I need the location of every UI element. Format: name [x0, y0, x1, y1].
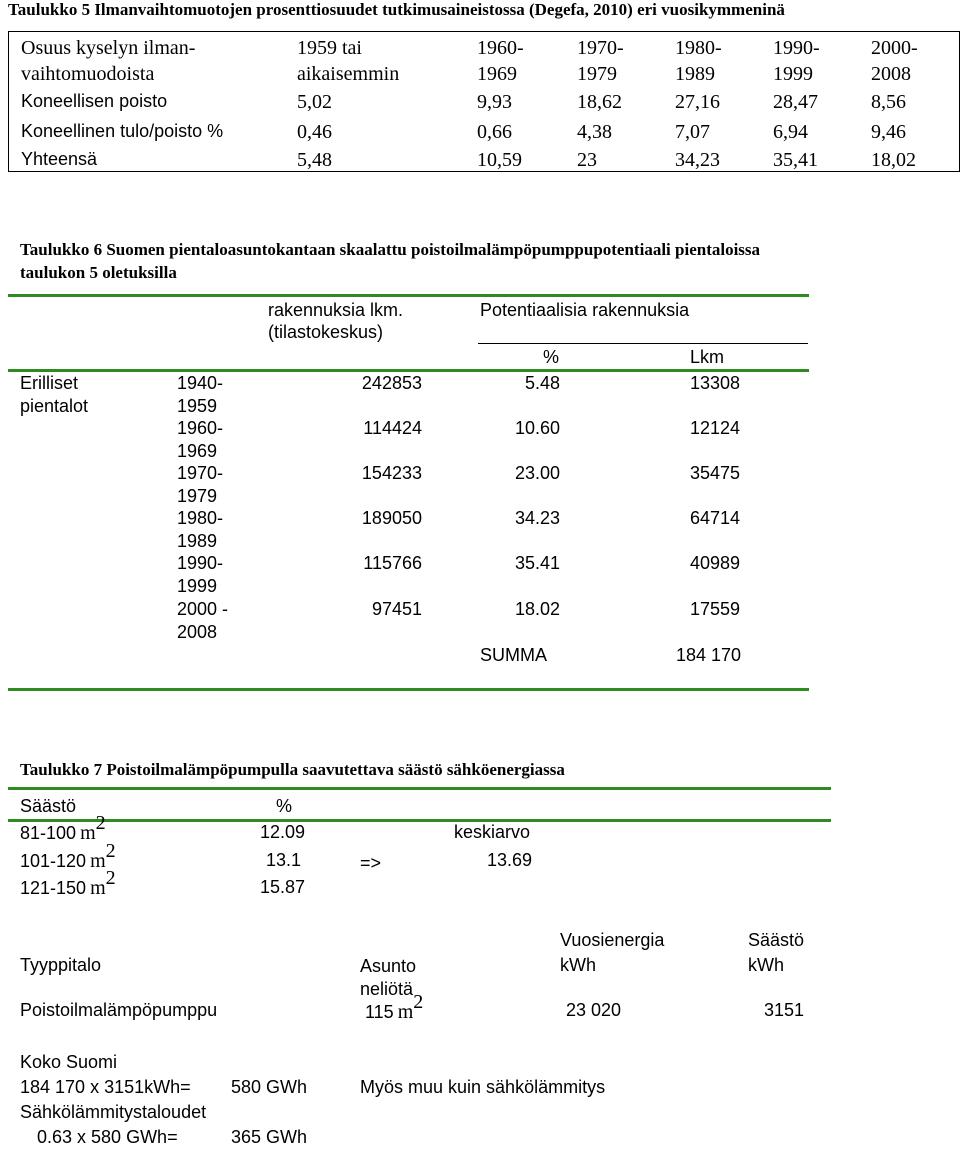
table6-header-rule: [8, 369, 809, 372]
table6-row1-pct: 5.48: [524, 373, 560, 393]
table6-sum-value: 184 170: [676, 645, 742, 665]
table7-row3-range-cell: [20, 867, 116, 900]
table5-col2-line1: 1960-: [477, 37, 524, 59]
calc-note: Myös muu kuin sähkölämmitys: [360, 1077, 606, 1097]
table6-row3-buildings: 154233: [361, 463, 422, 483]
table7-row3-unit: m: [90, 877, 106, 899]
table5: [8, 31, 960, 172]
table6-row4-period-line2: 1989: [177, 531, 218, 551]
table7-row2-range: 101-120: [20, 851, 87, 871]
calc-apartment-line2: neliötä: [360, 979, 414, 999]
table7-row2-range-cell: [20, 840, 116, 873]
table5-row1-value5: 28,47: [773, 91, 818, 113]
squared-sup: 2: [95, 812, 106, 834]
table6-sub-rule: [478, 343, 808, 344]
table6-sum-label: SUMMA: [480, 645, 547, 665]
calc-apartment-line1: Asunto: [360, 956, 417, 976]
calc-energy-value: 23 020: [566, 1000, 622, 1020]
table5-title: Taulukko 5 Ilmanvaihtomuotojen prosenttiosuudet tutkimusaineistossa (Degefa, 2010) eri vuosikymmeninä: [8, 0, 785, 19]
table6-col-buildings-line1: rakennuksia lkm.: [268, 300, 404, 320]
table7-title: Taulukko 7 Poistoilmalämpöpumpulla saavutettava säästö sähköenergiassa: [20, 760, 565, 779]
calc-annual-energy-line2: kWh: [560, 955, 596, 975]
table6-row5-period-line1: 1990-: [177, 553, 224, 573]
table5-col4-line1: 1980-: [675, 37, 722, 59]
table7-row1-range-cell: [20, 812, 106, 845]
table6-group-line1: Erilliset: [20, 373, 79, 393]
table7-header-rule: [8, 819, 831, 822]
table5-row3-value2: 10,59: [477, 149, 522, 171]
table6-row5-buildings: 115766: [363, 553, 422, 573]
table6-row2-pct: 10.60: [514, 418, 560, 438]
table6-col-lkm: Lkm: [690, 347, 725, 367]
calc-area-unit: m: [397, 1001, 414, 1023]
table6-row5-period-line2: 1999: [177, 576, 218, 596]
calc-result1: 580 GWh: [231, 1077, 308, 1097]
table5-row1-value2: 9,93: [477, 91, 512, 113]
table5-row2-value6: 9,46: [871, 121, 906, 143]
table5-col1-line2: aikaisemmin: [297, 63, 400, 85]
calc-formula1: 184 170 x 3151kWh=: [20, 1077, 191, 1097]
calc-saving-value: 3151: [764, 1000, 805, 1020]
table6-row5-pct: 35.41: [514, 553, 560, 573]
calc-formula2: 0.63 x 580 GWh=: [37, 1127, 178, 1147]
table5-col5-line1: 1990-: [773, 37, 820, 59]
table5-col1-line1: 1959 tai: [297, 37, 362, 59]
squared-sup: 2: [413, 991, 424, 1013]
table6-top-rule: [8, 294, 809, 297]
table5-col2-line2: 1969: [477, 63, 517, 85]
table7-avg-label: keskiarvo: [454, 822, 531, 842]
table6-row3-period-line1: 1970-: [177, 463, 224, 483]
table6-row3-pct: 23.00: [514, 463, 560, 483]
table5-header-label-line2: vaihtomuodoista: [21, 63, 155, 85]
table6-title-line1: Taulukko 6 Suomen pientaloasuntokantaan skaalattu poistoilmalämpöpumppupotentiaali pientaloissa: [20, 240, 761, 259]
table7-row3-range: 121-150: [20, 878, 87, 898]
table7-top-rule: [8, 787, 831, 790]
calc-annual-energy-line1: Vuosienergia: [560, 930, 665, 950]
table6-row2-period-line2: 1969: [177, 441, 218, 461]
calc-saving-line2: kWh: [748, 955, 784, 975]
table7-avg-value: 13.69: [487, 850, 533, 870]
table5-row2-label: Koneellinen tulo/poisto %: [21, 121, 224, 141]
calc-electric-homes: Sähkölämmitystaloudet: [20, 1102, 207, 1122]
table5-row3-value4: 34,23: [675, 149, 720, 171]
table6-row1-buildings: 242853: [361, 373, 422, 393]
table5-row2-value5: 6,94: [773, 121, 808, 143]
calc-pump-label: Poistoilmalämpöpumppu: [20, 1000, 218, 1020]
table5-col3-line1: 1970-: [577, 37, 624, 59]
table6-row1-lkm: 13308: [689, 373, 740, 393]
table6-row2-buildings: 114424: [363, 418, 422, 438]
table6-row4-buildings: 189050: [361, 508, 422, 528]
table7-arrow: =>: [360, 853, 382, 873]
table6-row6-buildings: 97451: [371, 599, 422, 619]
table6-row3-lkm: 35475: [689, 463, 740, 483]
table5-row2-value3: 4,38: [577, 121, 612, 143]
table5-row1-value6: 8,56: [871, 91, 906, 113]
table6-row2-lkm: 12124: [689, 418, 740, 438]
table7-row2-pct: 13.1: [266, 850, 302, 870]
table5-row3-value3: 23: [577, 149, 597, 171]
table5-row3-label: Yhteensä: [21, 149, 98, 169]
table6-row4-lkm: 64714: [689, 508, 740, 528]
table6-group-line2: pientalot: [20, 396, 89, 416]
table6-col-buildings-line2: (tilastokeskus): [268, 322, 384, 342]
table5-row1-value4: 27,16: [675, 91, 720, 113]
calc-saving-line1: Säästö: [748, 930, 805, 950]
table5-row1-value3: 18,62: [577, 91, 622, 113]
squared-sup: 2: [105, 867, 116, 889]
table6-row1-period-line2: 1959: [177, 396, 218, 416]
table6-col-pct: %: [543, 347, 560, 367]
table5-header-label-line1: Osuus kyselyn ilman-: [21, 37, 196, 59]
table6-row1-period-line1: 1940-: [177, 373, 224, 393]
table6-title-line2: taulukon 5 oletuksilla: [20, 263, 177, 282]
calc-result2: 365 GWh: [231, 1127, 308, 1147]
calc-type-label: Tyyppitalo: [20, 955, 102, 975]
squared-sup: 2: [105, 840, 116, 862]
table5-row3-value6: 18,02: [871, 149, 916, 171]
table6-row4-pct: 34.23: [514, 508, 560, 528]
table5-row1-value1: 5,02: [297, 91, 332, 113]
calc-area-value: 115: [365, 1002, 394, 1022]
table7-row3-pct: 15.87: [260, 877, 306, 897]
table6-bottom-rule: [8, 688, 809, 691]
table6-row6-pct: 18.02: [514, 599, 560, 619]
table7-col-saving: Säästö: [20, 796, 77, 816]
table5-row2-value2: 0,66: [477, 121, 512, 143]
table7-col-pct: %: [276, 796, 293, 816]
table5-row2-value1: 0,46: [297, 121, 332, 143]
table5-col6-line1: 2000-: [871, 37, 918, 59]
calc-area-cell: [365, 991, 424, 1024]
calc-whole-finland: Koko Suomi: [20, 1052, 118, 1072]
table6-row5-lkm: 40989: [689, 553, 740, 573]
table7-row1-unit: m: [80, 822, 96, 844]
table7-row1-pct: 12.09: [260, 822, 306, 842]
table6-col-potential: Potentiaalisia rakennuksia: [480, 300, 690, 320]
table5-col3-line2: 1979: [577, 63, 617, 85]
table7-row2-unit: m: [90, 850, 106, 872]
table6-row6-lkm: 17559: [689, 599, 740, 619]
table6-row4-period-line1: 1980-: [177, 508, 224, 528]
table6-row6-period-line2: 2008: [177, 622, 218, 642]
table5-row2-value4: 7,07: [675, 121, 710, 143]
table5-row3-value5: 35,41: [773, 149, 818, 171]
table5-col6-line2: 2008: [871, 63, 911, 85]
table5-row1-label: Koneellisen poisto: [21, 91, 168, 111]
table7-row1-range: 81-100: [20, 823, 77, 843]
table5-col4-line2: 1989: [675, 63, 715, 85]
table6-row2-period-line1: 1960-: [177, 418, 224, 438]
table6-row6-period-line1: 2000 -: [177, 599, 229, 619]
table5-col5-line2: 1999: [773, 63, 813, 85]
table6-row3-period-line2: 1979: [177, 486, 218, 506]
table5-row3-value1: 5,48: [297, 149, 332, 171]
